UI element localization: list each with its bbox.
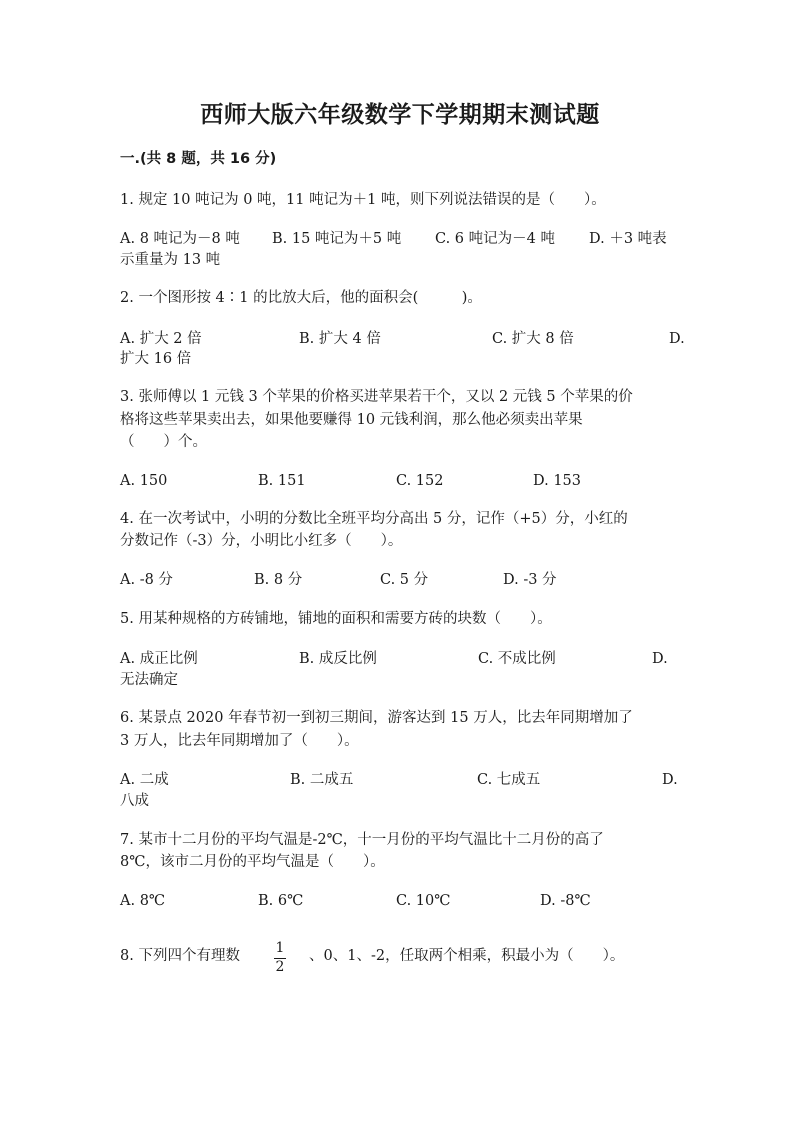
question-4-option-a: A. -8 分 [120, 572, 173, 588]
question-3-option-b: B. 151 [258, 473, 306, 489]
question-7-option-b: B. 6℃ [258, 893, 304, 909]
question-4-text-line-1: 4. 在一次考试中，小明的分数比全班平均分高出 5 分，记作（+5）分，小红的 [120, 511, 628, 527]
fraction-one-half [271, 940, 289, 976]
question-1-option-d-wrap: 示重量为 13 吨 [120, 252, 221, 268]
fraction-numerator: 1 [275, 940, 285, 956]
question-7-option-c: C. 10℃ [396, 893, 451, 909]
question-2-option-b: B. 扩大 4 倍 [299, 331, 381, 347]
question-2-option-d: D. [669, 331, 685, 347]
question-5-option-d: D. [652, 651, 668, 667]
question-6-option-a: A. 二成 [120, 772, 169, 788]
question-8-lead: 8. 下列四个有理数 [120, 948, 240, 964]
question-1-option-a: A. 8 吨记为－8 吨 [120, 231, 240, 247]
section-heading: 一.(共 8 题，共 16 分) [120, 151, 277, 167]
question-1-option-b: B. 15 吨记为＋5 吨 [272, 231, 402, 247]
question-5-text: 5. 用某种规格的方砖铺地，铺地的面积和需要方砖的块数（ ）。 [120, 611, 552, 627]
question-5-option-b: B. 成反比例 [299, 651, 377, 667]
question-6-option-d: D. [662, 772, 678, 788]
question-2-text: 2. 一个图形按 4∶1 的比放大后，他的面积会( )。 [120, 290, 482, 306]
question-7-option-a: A. 8℃ [120, 893, 166, 909]
question-7-text-line-1: 7. 某市十二月份的平均气温是-2℃，十一月份的平均气温比十二月份的高了 [120, 832, 604, 848]
question-5-option-c: C. 不成比例 [478, 651, 556, 667]
question-6-option-b: B. 二成五 [290, 772, 354, 788]
question-4-option-b: B. 8 分 [254, 572, 303, 588]
question-6-option-c: C. 七成五 [477, 772, 541, 788]
question-3-text-line-2: 格将这些苹果卖出去，如果他要赚得 10 元钱利润，那么他必须卖出苹果 [120, 412, 583, 428]
question-1-option-c: C. 6 吨记为－4 吨 [435, 231, 555, 247]
question-3-text-line-1: 3. 张师傅以 1 元钱 3 个苹果的价格买进苹果若干个，又以 2 元钱 5 个苹果的价 [120, 389, 633, 405]
question-3-option-c: C. 152 [396, 473, 444, 489]
question-6-text-line-2: 3 万人，比去年同期增加了（ ）。 [120, 733, 359, 749]
question-3-option-d: D. 153 [533, 473, 582, 489]
question-5-option-d-wrap: 无法确定 [120, 672, 178, 688]
question-1-text: 1. 规定 10 吨记为 0 吨，11 吨记为＋1 吨，则下列说法错误的是（ ）。 [120, 192, 606, 208]
question-2-option-c: C. 扩大 8 倍 [492, 331, 574, 347]
question-3-text-line-3: （ ）个。 [120, 434, 207, 450]
question-5-option-a: A. 成正比例 [120, 651, 198, 667]
question-8-tail: 、0、1、-2，任取两个相乘，积最小为（ ）。 [309, 948, 625, 964]
question-4-option-d: D. -3 分 [503, 572, 557, 588]
question-2-option-a: A. 扩大 2 倍 [120, 331, 202, 347]
question-1-option-d: D. ＋3 吨表 [589, 231, 667, 247]
question-7-text-line-2: 8℃，该市二月份的平均气温是（ ）。 [120, 854, 385, 870]
question-7-option-d: D. -8℃ [540, 893, 591, 909]
page-title: 西师大版六年级数学下学期期末测试题 [200, 102, 600, 128]
fraction-denominator: 2 [275, 959, 285, 975]
question-6-option-d-wrap: 八成 [120, 793, 149, 809]
question-3-option-a: A. 150 [120, 473, 168, 489]
question-6-text-line-1: 6. 某景点 2020 年春节初一到初三期间，游客达到 15 万人，比去年同期增加了 [120, 710, 633, 726]
question-4-text-line-2: 分数记作（-3）分，小明比小红多（ ）。 [120, 533, 403, 549]
question-4-option-c: C. 5 分 [380, 572, 429, 588]
question-2-option-d-wrap: 扩大 16 倍 [120, 351, 192, 367]
